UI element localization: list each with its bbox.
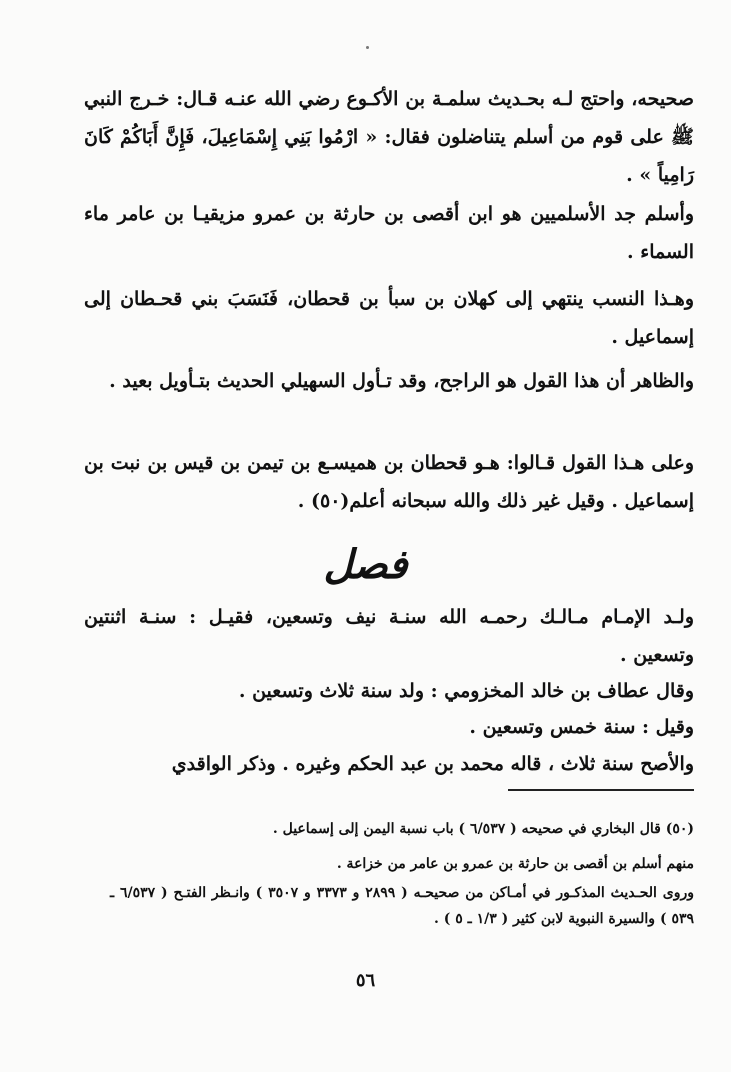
paragraph-5: وعلى هـذا القول قـالوا: هـو قحطان بن هميسـع بن تيمن بن قيس بن نبت بن إسماعيل . وقيل غير ذلك والله سبحانه أعلم(٥٠) . [84,452,694,512]
section-paragraph-3: وقيل : سنة خمس وتسعين . [469,716,694,738]
paragraph-4: والظاهر أن هذا القول هو الراجح، وقد تـأول السهيلي الحديث بتـأويل بعيد . [109,370,694,392]
footnote-divider [508,789,694,791]
section-title: فصل [323,541,408,588]
page-number: ٥٦ [355,970,376,991]
paragraph-3: وهـذا النسب ينتهي إلى كهلان بن سبأ بن قحطان، فَنَسَبَ بني قحـطان إلى إسماعيل . [84,288,694,348]
footnote-2: منهم أسلم بن أقصى بن حارثة بن عمرو بن عامر من خزاعة . [336,856,694,872]
footnote-1: (٥٠) قال البخاري في صحيحه ( ٦/٥٣٧ ) باب نسبة اليمن إلى إسماعيل . [272,821,694,837]
section-paragraph-4: والأصح سنة ثلاث ، قاله محمد بن عبد الحكم وغيره . وذكر الواقدي [171,753,694,775]
page-mark [366,46,369,49]
section-paragraph-1: ولـد الإمـام مـالـك رحمـه الله سنـة نيف وتسعين، فقيـل : سنـة اثنتين وتسعين . [84,606,694,666]
paragraph-1: صحيحه، واحتج لـه بحـديث سلمـة بن الأكـوع رضي الله عنـه قـال: خـرج النبي ﷺ على قوم من أسلم يتناضلون فقال: « ارْمُوا بَنِي إِسْمَاعِيلَ، فَإِنَّ أَبَاكُمْ كَانَ رَامِياً » . [84,88,694,186]
paragraph-2: وأسلم جد الأسلميين هو ابن أقصى بن حارثة بن عمرو مزيقيـا بن عامر ماء السماء . [84,203,694,263]
footnote-3: وروى الحـديث المذكـور في أمـاكن من صحيحـه ( ٢٨٩٩ و ٣٣٧٣ و ٣٥٠٧ ) وانـظر الفتـح ( ٦/٥٣٧ ـ ٥٣٩ ) والسيرة النبوية لابن كثير ( ١/٣ ـ ٥ ) . [110,885,694,927]
section-paragraph-2: وقال عطاف بن خالد المخزومي : ولد سنة ثلاث وتسعين . [238,680,694,702]
